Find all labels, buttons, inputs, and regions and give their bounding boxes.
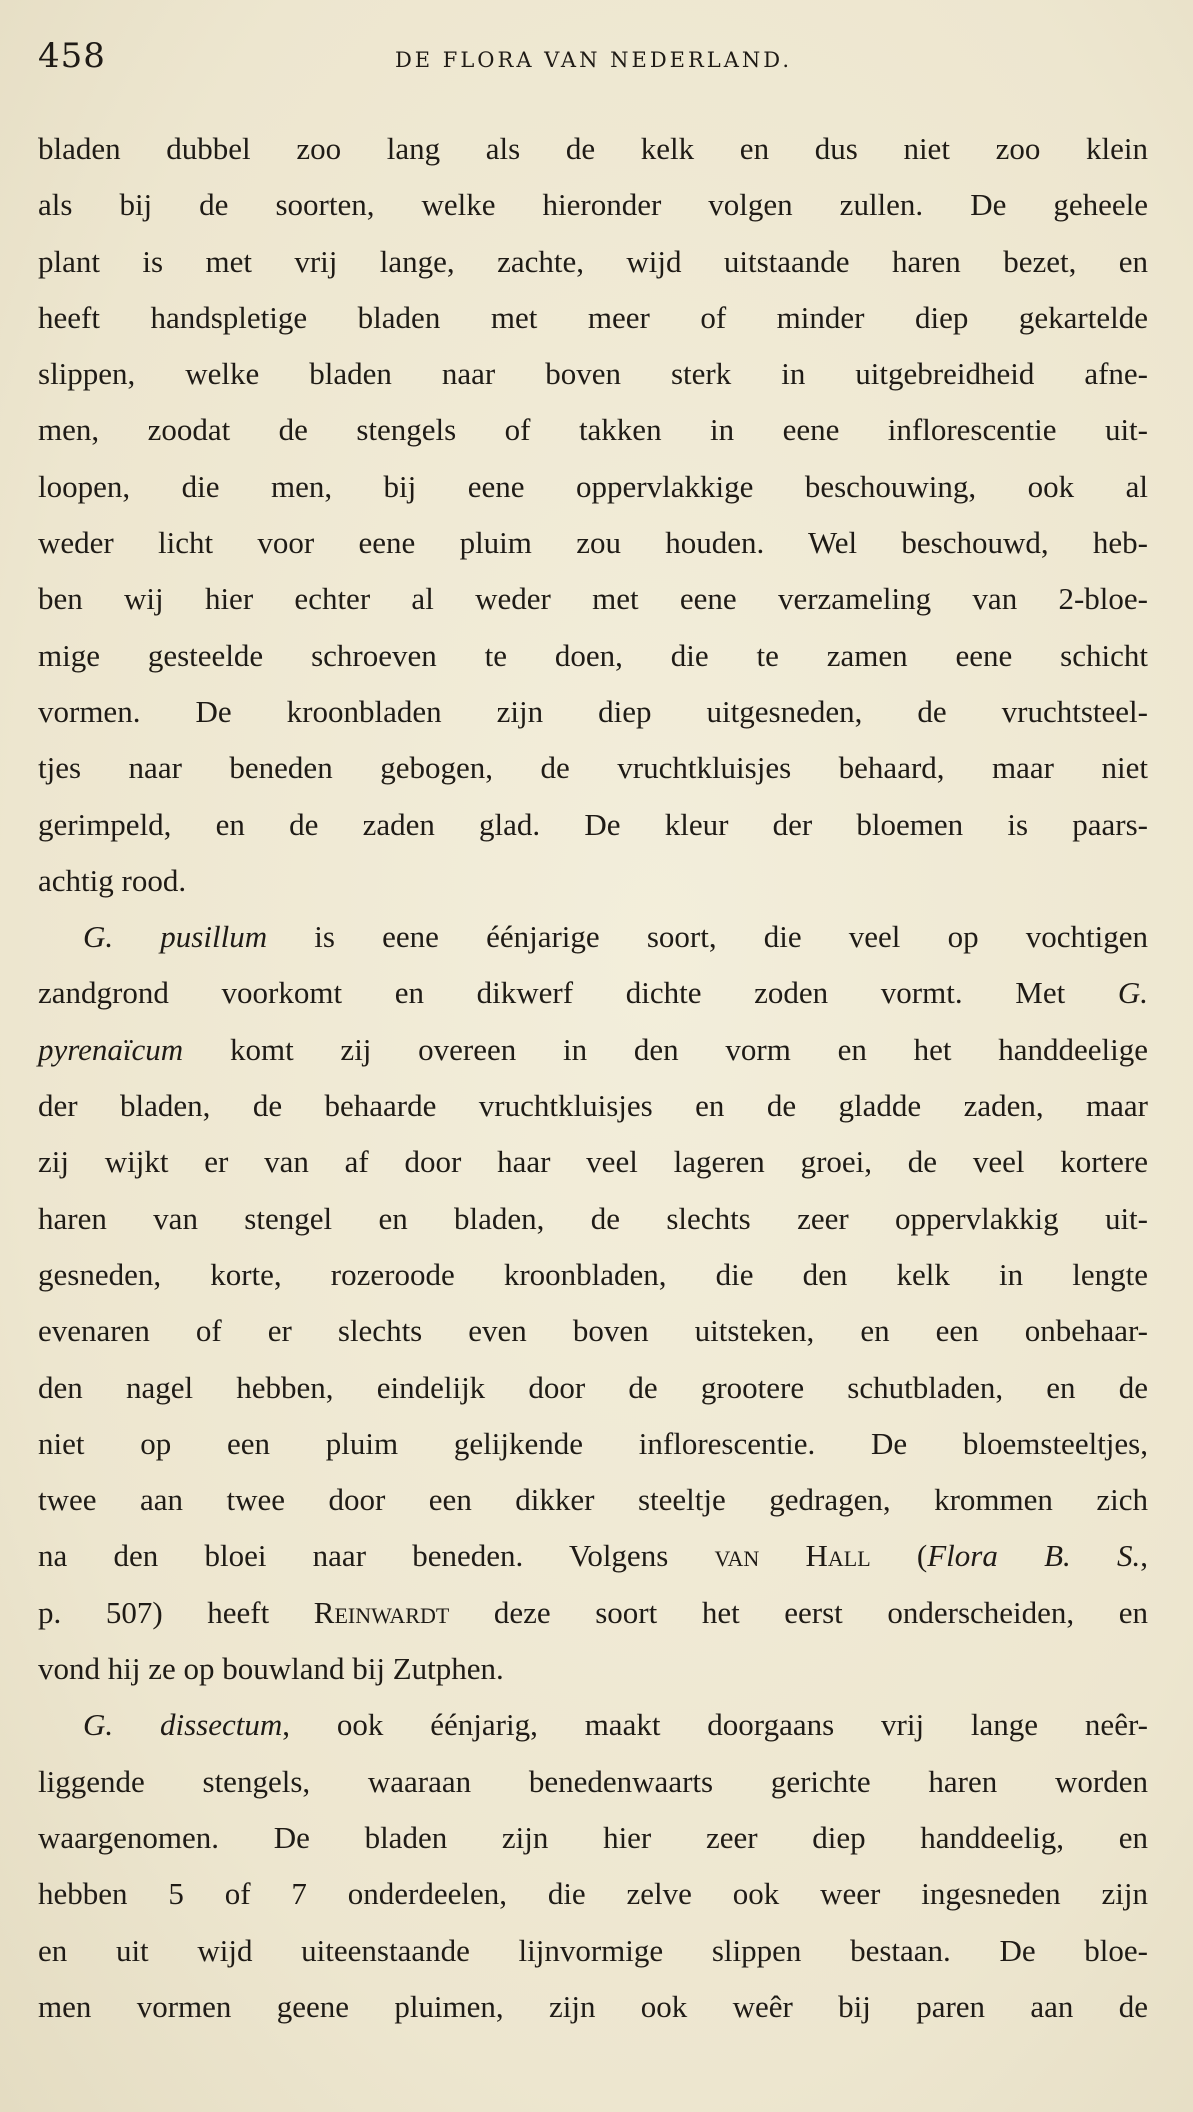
author-name: Reinwardt	[313, 1594, 450, 1630]
text-line: men, zoodat de stengels of takken in eene inflorescentie uit-	[38, 412, 1148, 448]
text-line: haren van stengel en bladen, de slechts zeer oppervlakkig uit-	[38, 1200, 1148, 1236]
text-line: plant is met vrij lange, zachte, wijd uitstaande haren bezet, en	[38, 243, 1148, 279]
text-line: pyrenaïcum komt zij overeen in den vorm en het handdeelige	[38, 1031, 1148, 1067]
text-line: zij wijkt er van af door haar veel lageren groei, de veel kortere	[38, 1144, 1148, 1180]
text-line: zandgrond voorkomt en dikwerf dichte zoden vormt. Met G.	[38, 975, 1148, 1011]
text-line: G. pusillum is eene éénjarige soort, die veel op vochtigen	[83, 919, 1148, 955]
text-line: vond hij ze op bouwland bij Zutphen.	[38, 1651, 504, 1687]
text-line: liggende stengels, waaraan benedenwaarts gerichte haren worden	[38, 1763, 1148, 1799]
text-line: niet op een pluim gelijkende inflorescentie. De bloemsteeltjes,	[38, 1425, 1148, 1461]
text-line: hebben 5 of 7 onderdeelen, die zelve ook weer ingesneden zijn	[38, 1876, 1148, 1912]
text-line: p. 507) heeft Reinwardt deze soort het eerst onderscheiden, en	[38, 1594, 1148, 1630]
text-line: gerimpeld, en de zaden glad. De kleur der bloemen is paars-	[38, 806, 1148, 842]
species-name: G. pusillum	[83, 919, 268, 955]
text-line: tjes naar beneden gebogen, de vruchtkluisjes behaard, maar niet	[38, 750, 1148, 786]
text-line: ben wij hier echter al weder met eene verzameling van 2-bloe-	[38, 581, 1148, 617]
text-line: men vormen geene pluimen, zijn ook weêr bij paren aan de	[38, 1988, 1148, 2024]
text-line: vormen. De kroonbladen zijn diep uitgesneden, de vruchtsteel-	[38, 693, 1148, 729]
species-name: G. dissectum	[83, 1707, 283, 1743]
text-line: heeft handspletige bladen met meer of minder diep gekartelde	[38, 299, 1148, 335]
text-line: loopen, die men, bij eene oppervlakkige beschouwing, ook al	[38, 468, 1148, 504]
text-line: als bij de soorten, welke hieronder volgen zullen. De geheele	[38, 187, 1148, 223]
text-line: en uit wijd uiteenstaande lijnvormige slippen bestaan. De bloe-	[38, 1932, 1148, 1968]
author-name: van Hall	[714, 1538, 871, 1574]
text-line: slippen, welke bladen naar boven sterk in uitgebreidheid afne-	[38, 356, 1148, 392]
reference-title: Flora B. S.	[927, 1538, 1141, 1574]
text-line: achtig rood.	[38, 862, 187, 898]
text-line: mige gesteelde schroeven te doen, die te zamen eene schicht	[38, 637, 1148, 673]
species-name: G.	[1117, 975, 1148, 1011]
page-header	[38, 36, 1149, 84]
text-line: waargenomen. De bladen zijn hier zeer diep handdeelig, en	[38, 1819, 1148, 1855]
species-name: pyrenaïcum	[38, 1031, 184, 1067]
text-line: gesneden, korte, rozeroode kroonbladen, die den kelk in lengte	[38, 1256, 1148, 1292]
page-number: 458	[38, 36, 106, 76]
text-line: twee aan twee door een dikker steeltje gedragen, krommen zich	[38, 1482, 1148, 1518]
text-line: na den bloei naar beneden. Volgens van Hall (Flora B. S.,	[38, 1538, 1148, 1574]
text-line: G. dissectum, ook éénjarig, maakt doorgaans vrij lange neêr-	[83, 1707, 1148, 1743]
running-head: DE FLORA VAN NEDERLAND.	[394, 48, 793, 72]
text-line: den nagel hebben, eindelijk door de grootere schutbladen, en de	[38, 1369, 1148, 1405]
text-line: evenaren of er slechts even boven uitsteken, en een onbehaar-	[38, 1313, 1148, 1349]
body-text	[38, 121, 1148, 2035]
text-line: der bladen, de behaarde vruchtkluisjes en de gladde zaden, maar	[38, 1088, 1148, 1124]
text-line: weder licht voor eene pluim zou houden. Wel beschouwd, heb-	[38, 525, 1148, 561]
text-line: bladen dubbel zoo lang als de kelk en dus niet zoo klein	[38, 131, 1148, 166]
